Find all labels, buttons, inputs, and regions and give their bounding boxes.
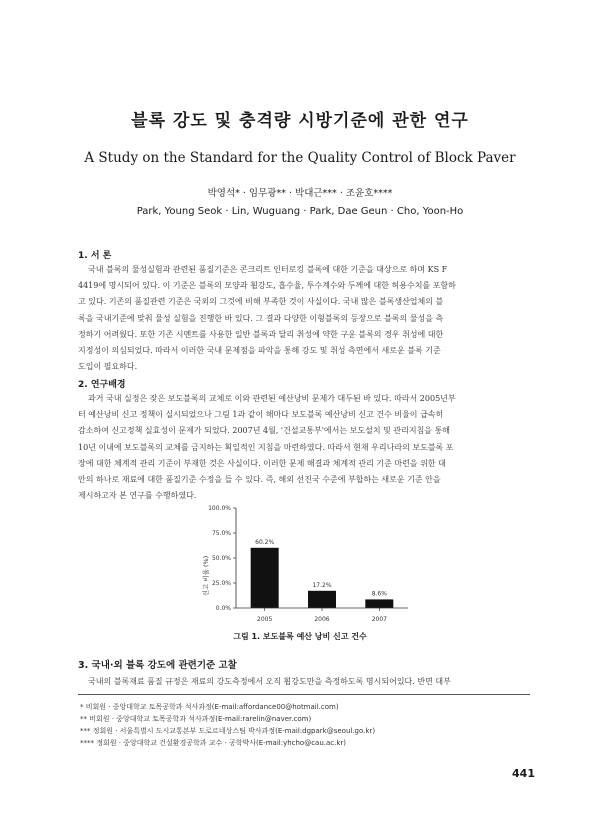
- authors-english: Park, Young Seok · Lin, Wuguang · Park, Dae Geun · Cho, Yoon-Ho: [136, 206, 464, 217]
- data-label-2006: 17.2%: [312, 581, 332, 589]
- y-axis-label: 신고 비율 (%): [202, 555, 210, 597]
- bar-2007: [365, 599, 393, 608]
- y-tick-label: 50.0%: [211, 555, 231, 562]
- footnote-author-3: *** 정회원 · 서울특별시 도시교통본부 도로르네상스팀 박사과정(E-mail:dgpark@seoul.go.kr): [80, 727, 376, 735]
- paragraph-line: 국내 블록의 물성실험과 관련된 품질기준은 콘크리트 인터로킹 블록에 대한 기준을 대상으로 하며 KS F: [88, 265, 448, 274]
- y-tick-label: 0.0%: [215, 605, 231, 612]
- paragraph-line: 과거 국내 실정은 잦은 보도블록의 교체로 이와 관련된 예산낭비 문제가 대두된 바 있다. 따라서 2005년부: [88, 394, 456, 403]
- paragraph-line: 4419에 명시되어 있다. 이 기준은 블록의 모양과 휨강도, 흡수율, 투수계수와 두께에 대한 허용수치를 포함하: [78, 281, 456, 291]
- paragraph-line: 안의 하나로 재료에 대한 품질기준 수정을 들 수 있다. 즉, 해외 선진국 수준에 부합하는 새로운 기준 안을: [78, 475, 441, 485]
- y-tick-label: 75.0%: [211, 530, 231, 537]
- y-tick-label: 25.0%: [211, 580, 231, 587]
- x-tick-label-2006: 2006: [314, 616, 330, 623]
- bar-2005: [251, 548, 279, 608]
- footnote-author-2: ** 비회원 · 중앙대학교 토목공학과 석사과정(E-mail:rarelin@naver.com): [80, 715, 312, 723]
- y-tick-label: 100.0%: [208, 505, 231, 512]
- section-body-introduction: [78, 262, 530, 375]
- footnote-author-4: **** 정회원 · 중앙대학교 건설환경공학과 교수 · 공학박사(E-mail:yhcho@cau.ac.kr): [80, 739, 347, 747]
- footnote-author-1: * 비회원 · 중앙대학교 토목공학과 석사과정(E-mail:affordance00@hotmail.com): [80, 703, 339, 711]
- paragraph-line: 지정성이 의심되었다. 따라서 이러한 국내 문제점을 파악을 통해 강도 및 취성 측면에서 새로운 블록 기준: [78, 346, 441, 356]
- data-label-2005: 60.2%: [255, 538, 275, 546]
- data-label-2007: 8.6%: [371, 590, 387, 598]
- figure-caption: 그림 1. 보도블록 예산 낭비 신고 건수: [233, 632, 367, 641]
- paper-title: 블록 강도 및 충격량 시방기준에 관한 연구: [131, 111, 469, 131]
- paper-subtitle-english: A Study on the Standard for the Quality Control of Block Paver: [84, 150, 516, 166]
- x-tick-label-2007: 2007: [371, 616, 387, 623]
- section-heading-introduction: 1. 서 론: [78, 251, 112, 261]
- paragraph-line: 감소하여 신고정책 실효성이 문제가 되었다. 2007년 4월, '건설교통부'에서는 보도설치 및 관리지침을 통해: [78, 426, 451, 436]
- paragraph-line: 10년 이내에 보도블록의 교체를 금지하는 획일적인 지침을 마련하였다. 따라서 현재 우리나라의 보도블록 포: [78, 442, 454, 452]
- section-heading-background: 2. 연구배경: [78, 380, 126, 390]
- x-tick-label-2005: 2005: [257, 616, 273, 623]
- paragraph-line: 터 예산낭비 신고 정책이 실시되었으나 그림 1과 같이 해마다 보도블록 예산낭비 신고 건수 비율이 급속히: [78, 410, 444, 420]
- paragraph-line: 장에 대한 체계적 관리 기준이 부재한 것은 사실이다. 이러한 문제 해결과 체계적 관리 기준 마련을 위한 대: [78, 458, 446, 468]
- paragraph-line: 록을 국내기준에 맞춰 물성 실험을 진행한 바 있다. 그 결과 다양한 이형블록의 등장으로 블록의 물성을 측: [78, 313, 444, 323]
- page-number: 441: [512, 767, 535, 780]
- bar-chart-budget-waste-reports: [196, 498, 416, 638]
- bar-2006: [308, 591, 336, 608]
- section-body-standards-review: [78, 674, 530, 690]
- paragraph-line: 고 있다. 기존의 품질관련 기준은 국외의 그것에 비해 부족한 것이 사실이다. 국내 많은 블록생산업체의 블: [78, 297, 444, 307]
- paragraph-line: 정하기 어려웠다. 또한 기존 시멘트를 사용한 일반 블록과 달리 취성에 약한 구운 블록의 경우 취성에 대한: [78, 329, 444, 339]
- authors-korean: 박영석* · 임무광** · 박대근*** · 조윤호****: [207, 188, 393, 199]
- section-body-background: [78, 391, 530, 504]
- paragraph-line: 국내의 블록재료 품질 규정은 재료의 강도측정에서 오직 휨강도만을 측정하도록 명시되어있다. 반면 대부: [88, 677, 451, 686]
- footnote-separator: [78, 694, 530, 695]
- paragraph-line: 도입이 필요하다.: [78, 362, 138, 372]
- paragraph-line: 제시하고자 본 연구를 수행하였다.: [78, 491, 197, 501]
- section-heading-standards-review: 3. 국내·외 블록 강도에 관련기준 고찰: [78, 660, 237, 671]
